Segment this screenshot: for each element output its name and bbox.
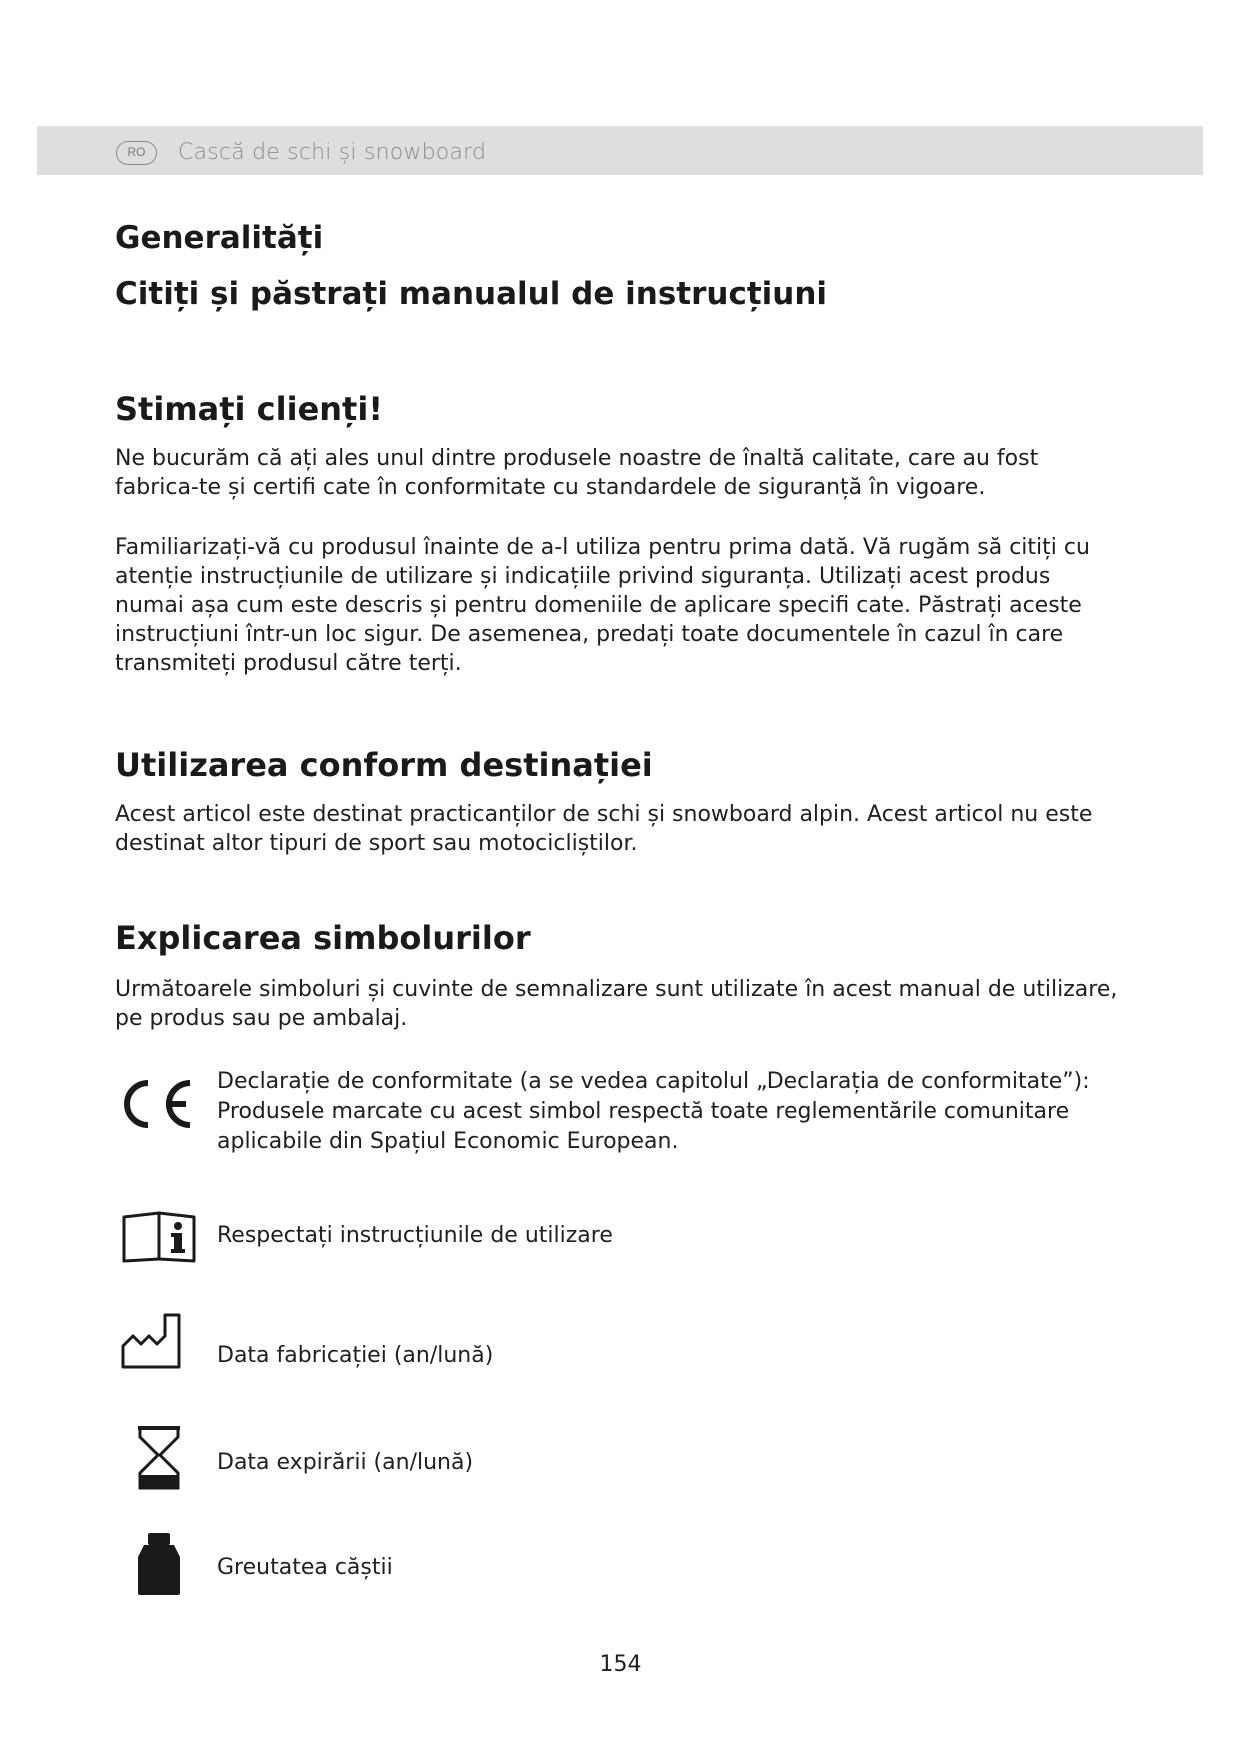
manual-info-text: Respectați instrucțiunile de utilizare [217,1223,613,1248]
weight-icon [136,1531,182,1597]
manufacture-date-text: Data fabricației (an/lună) [217,1343,494,1368]
dear-customers-paragraph-1: Ne bucurăm că ați ales unul dintre produsele noastre de înaltă calitate, care au fost fabrica-te și certifi cate în conformitate cu standardele de siguranță în vigoare. [115,446,1039,500]
factory-icon [121,1313,183,1369]
ce-mark-text-line-1: Declarație de conformitate (a se vedea capitolul „Declarația de conformitate”): [217,1069,1090,1094]
section-heading-symbols: Explicarea simbolurilor [115,919,531,957]
expiry-date-text: Data expirării (an/lună) [217,1450,474,1475]
ce-mark-text-line-2: Produsele marcate cu acest simbol respectă toate reglementările comunitare [217,1099,1070,1124]
ce-mark-icon [114,1075,196,1133]
page-number: 154 [599,1652,642,1677]
section-subheading-read-manual: Citiți și păstrați manualul de instrucțiuni [115,276,828,312]
hourglass-icon [136,1425,182,1491]
ce-mark-text-line-3: aplicabile din Spațiul Economic European. [217,1129,679,1154]
intended-use-paragraph: Acest articol este destinat practicanților de schi și snowboard alpin. Acest articol nu este destinat altor tipuri de sport sau motocicliștilor. [115,802,1093,856]
section-heading-general: Generalități [115,220,324,256]
symbols-intro: Următoarele simboluri și cuvinte de semnalizare sunt utilizate în acest manual de utilizare, pe produs sau pe ambalaj. [115,977,1118,1031]
section-heading-intended-use: Utilizarea conform destinației [115,746,653,784]
header-title: Cască de schi și snowboard [178,140,487,165]
language-badge: RO [116,141,157,165]
helmet-weight-text: Greutatea căștii [217,1555,393,1580]
manual-info-icon [121,1211,197,1263]
dear-customers-paragraph-2: Familiarizați-vă cu produsul înainte de a-l utiliza pentru prima dată. Vă rugăm să citiți cu atenție instrucțiunile de utilizare și indicațiile privind siguranța. Utilizați acest produs numai așa cum este descris și pentru domeniile de aplicare specifi cate. Păstrați aceste instrucțiuni într-un loc sigur. De asemenea, predați toate documentele în cazul în care transmiteți produsul către terți. [115,535,1090,676]
section-heading-dear-customers: Stimați clienți! [115,390,383,428]
